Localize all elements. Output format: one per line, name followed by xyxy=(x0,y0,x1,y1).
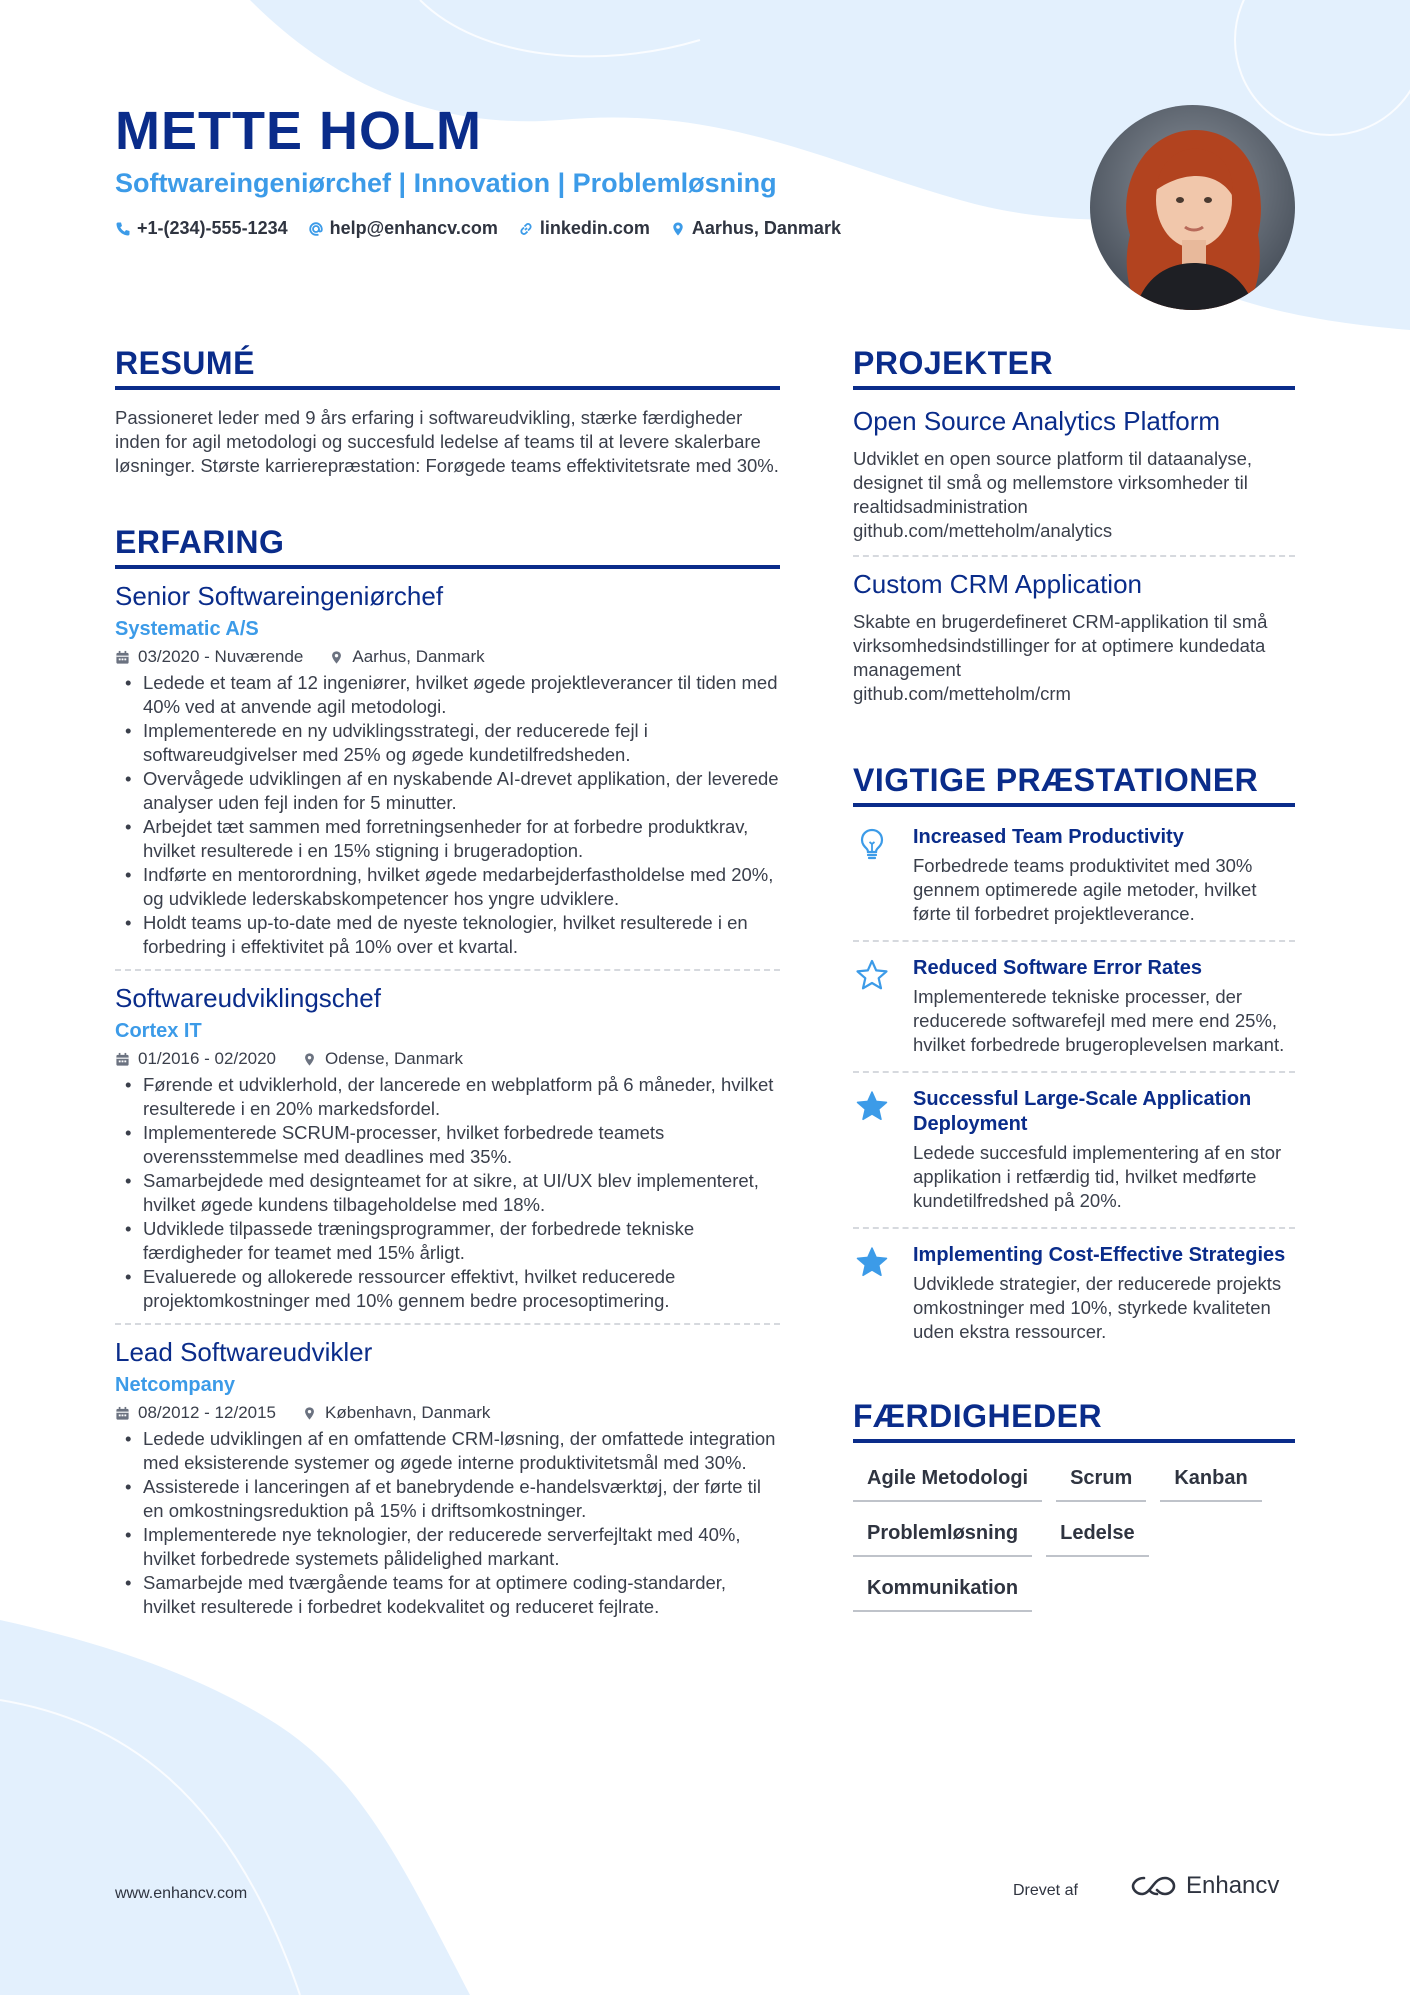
job-bullet: • Førende et udviklerhold, der lancerede en webplatform på 6 måneder, hvilket resulterede i en 20% markedsfordel. xyxy=(115,1073,780,1121)
achievement-description: Implementerede tekniske processer, der reducerede softwarefejl med mere end 25%, hvilket forbedrede brugeroplevelsen markant. xyxy=(913,986,1285,1055)
job-meta xyxy=(115,1049,780,1069)
achievement-description: Ledede succesfuld implementering af en stor applikation i retfærdig tid, hvilket medførte kundetilfredshed på 20%. xyxy=(913,1142,1282,1211)
achievement-title: Implementing Cost-Effective Strategies xyxy=(913,1244,1286,1266)
project-entry xyxy=(853,555,1295,718)
footer-powered-by: Drevet af xyxy=(1013,1882,1078,1899)
job-location: København, Danmark xyxy=(325,1403,491,1422)
calendar-icon xyxy=(115,1052,130,1067)
job-dates: 08/2012 - 12/2015 xyxy=(138,1403,277,1422)
achievement-title: Successful Large-Scale Application Deployment xyxy=(913,1088,1252,1135)
achievement-entry xyxy=(853,811,1295,940)
job-entry xyxy=(115,581,780,969)
job-entry xyxy=(115,1323,780,1629)
job-bullets xyxy=(115,671,780,959)
job-meta xyxy=(115,647,780,667)
star-filled-icon xyxy=(855,1245,889,1279)
job-dates: 03/2020 - Nuværende xyxy=(138,647,304,666)
job-bullet: • Ledede et team af 12 ingeniører, hvilket øgede projektleverancer til tiden med 40% ved at anvende agil metodologi. xyxy=(115,671,780,719)
project-description: Skabte en brugerdefineret CRM-applikation til små virksomhedsindstillinger for at optimere kundedata management xyxy=(853,611,1268,680)
location-icon xyxy=(670,221,686,237)
skill-tag: Scrum xyxy=(1056,1457,1146,1502)
projects-section-title: PROJEKTER xyxy=(853,345,1295,390)
star-outline-icon xyxy=(855,958,889,992)
project-link[interactable]: github.com/metteholm/analytics xyxy=(853,520,1113,541)
location-icon xyxy=(329,650,344,665)
contact-phone-text: +1-(234)-555-1234 xyxy=(137,218,288,238)
job-company: Systematic A/S xyxy=(115,618,259,640)
job-title: Lead Softwareudvikler xyxy=(115,1337,373,1367)
contact-bar xyxy=(115,218,841,239)
at-icon xyxy=(308,221,324,237)
contact-location xyxy=(670,218,841,239)
contact-phone[interactable] xyxy=(115,218,288,239)
job-dates: 01/2016 - 02/2020 xyxy=(138,1049,277,1068)
project-description: Udviklet en open source platform til dataanalyse, designet til små og mellemstore virksomheder til realtidsadministration xyxy=(853,448,1252,517)
job-meta xyxy=(115,1403,780,1423)
job-bullet: • Implementerede nye teknologier, der reducerede serverfejltakt med 40%, hvilket forbedrede systemets pålidelighed markant. xyxy=(115,1523,780,1571)
job-bullet: • Holdt teams up-to-date med de nyeste teknologier, hvilket resulterede i en forbedring i effektivitet på 10% over et kvartal. xyxy=(115,911,780,959)
job-bullets xyxy=(115,1073,780,1313)
job-bullet: • Implementerede en ny udviklingsstrategi, der reducerede fejl i softwareudgivelser med 25% og øgede kundetilfredsheden. xyxy=(115,719,780,767)
achievement-entry xyxy=(853,1227,1295,1358)
projects-list xyxy=(853,394,1295,718)
experience-list xyxy=(115,581,780,1629)
right-column xyxy=(853,345,1295,1612)
footer-website[interactable]: www.enhancv.com xyxy=(115,1885,248,1902)
job-bullet: • Implementerede SCRUM-processer, hvilket forbedrede teamets overensstemmelse med deadlines med 35%. xyxy=(115,1121,780,1169)
project-entry xyxy=(853,394,1295,555)
skills-section-title: FÆRDIGHEDER xyxy=(853,1398,1295,1443)
achievement-entry xyxy=(853,940,1295,1071)
enhancv-logo-icon xyxy=(1130,1872,1178,1900)
phone-icon xyxy=(115,221,131,237)
footer-brand-name: Enhancv xyxy=(1186,1872,1280,1899)
job-title: Senior Softwareingeniørchef xyxy=(115,581,444,611)
job-location: Odense, Danmark xyxy=(325,1049,463,1068)
achievements-section-title: VIGTIGE PRÆSTATIONER xyxy=(853,762,1295,807)
achievement-title: Reduced Software Error Rates xyxy=(913,957,1202,979)
job-bullet: • Evaluerede og allokerede ressourcer effektivt, hvilket reducerede projektomkostninger med 10% gennem bedre procesoptimering. xyxy=(115,1265,780,1313)
job-company: Cortex IT xyxy=(115,1020,202,1042)
left-column xyxy=(115,345,780,1629)
experience-section-title: ERFARING xyxy=(115,524,780,569)
candidate-tagline: Softwareingeniørchef | Innovation | Problemløsning xyxy=(115,168,777,198)
candidate-name: METTE HOLM xyxy=(115,101,482,161)
calendar-icon xyxy=(115,650,130,665)
skill-tag: Kanban xyxy=(1160,1457,1261,1502)
achievements-list xyxy=(853,811,1295,1358)
lightbulb-icon xyxy=(855,827,889,861)
avatar xyxy=(1090,105,1295,310)
contact-linkedin[interactable] xyxy=(518,218,650,239)
contact-linkedin-text: linkedin.com xyxy=(539,218,650,238)
skills-list xyxy=(853,1457,1295,1612)
job-bullet: • Assisterede i lanceringen af et banebrydende e-handelsværktøj, der førte til en omkostningsreduktion på 15% i driftsomkostninger. xyxy=(115,1475,780,1523)
achievement-entry xyxy=(853,1071,1295,1227)
job-bullet: • Samarbejde med tværgående teams for at optimere coding-standarder, hvilket resulterede i forbedret kodekvalitet og reduceret fejlrate. xyxy=(115,1571,780,1619)
achievement-description: Udviklede strategier, der reducerede projekts omkostninger med 10%, styrkede kvaliteten uden ekstra ressourcer. xyxy=(913,1273,1282,1342)
skill-tag: Kommunikation xyxy=(853,1567,1032,1612)
project-title: Open Source Analytics Platform xyxy=(853,406,1221,436)
location-icon xyxy=(302,1052,317,1067)
contact-location-text: Aarhus, Danmark xyxy=(691,218,841,238)
job-entry xyxy=(115,969,780,1323)
calendar-icon xyxy=(115,1406,130,1421)
summary-text: Passioneret leder med 9 års erfaring i softwareudvikling, stærke færdigheder inden for agil metodologi og succesfuld ledelse af teams til at levere skalerbare løsninger. Største karrierepræstation: Forøgede teams effektivitetsrate med 30%. xyxy=(115,407,779,476)
job-bullet: • Arbejdet tæt sammen med forretningsenheder for at forbedre produktkrav, hvilket resulterede i en 15% stigning i brugeradoption. xyxy=(115,815,780,863)
job-title: Softwareudviklingschef xyxy=(115,983,381,1013)
summary-section-title: RESUMÉ xyxy=(115,345,780,390)
contact-email[interactable] xyxy=(308,218,498,239)
location-icon xyxy=(302,1406,317,1421)
job-bullet: • Udviklede tilpassede træningsprogrammer, der forbedrede tekniske færdigheder for teamet med 15% årligt. xyxy=(115,1217,780,1265)
job-bullet: • Samarbejdede med designteamet for at sikre, at UI/UX blev implementeret, hvilket øgede kundens tilbageholdelse med 18%. xyxy=(115,1169,780,1217)
job-company: Netcompany xyxy=(115,1374,236,1396)
footer-brand-logo[interactable] xyxy=(1130,1872,1279,1900)
link-icon xyxy=(518,221,534,237)
skill-tag: Agile Metodologi xyxy=(853,1457,1042,1502)
profile-photo xyxy=(1090,105,1295,310)
job-bullet: • Indførte en mentorordning, hvilket øgede medarbejderfastholdelse med 20%, og udviklede lederskabskompetencer hos yngre udviklere. xyxy=(115,863,780,911)
star-filled-icon xyxy=(855,1089,889,1123)
project-link[interactable]: github.com/metteholm/crm xyxy=(853,683,1071,704)
achievement-description: Forbedrede teams produktivitet med 30% gennem optimerede agile metoder, hvilket førte til forbedret projektleverance. xyxy=(913,855,1257,924)
contact-email-text: help@enhancv.com xyxy=(329,218,498,238)
skill-tag: Problemløsning xyxy=(853,1512,1032,1557)
achievement-title: Increased Team Productivity xyxy=(913,826,1184,848)
job-location: Aarhus, Danmark xyxy=(352,647,485,666)
project-title: Custom CRM Application xyxy=(853,569,1142,599)
job-bullet: • Ledede udviklingen af en omfattende CRM-løsning, der omfattede integration med eksisterende systemer og øgede interne produktivitetsmål med 30%. xyxy=(115,1427,780,1475)
job-bullet: • Overvågede udviklingen af en nyskabende AI-drevet applikation, der leverede analyser uden fejl inden for 5 minutter. xyxy=(115,767,780,815)
skill-tag: Ledelse xyxy=(1046,1512,1148,1557)
job-bullets xyxy=(115,1427,780,1619)
